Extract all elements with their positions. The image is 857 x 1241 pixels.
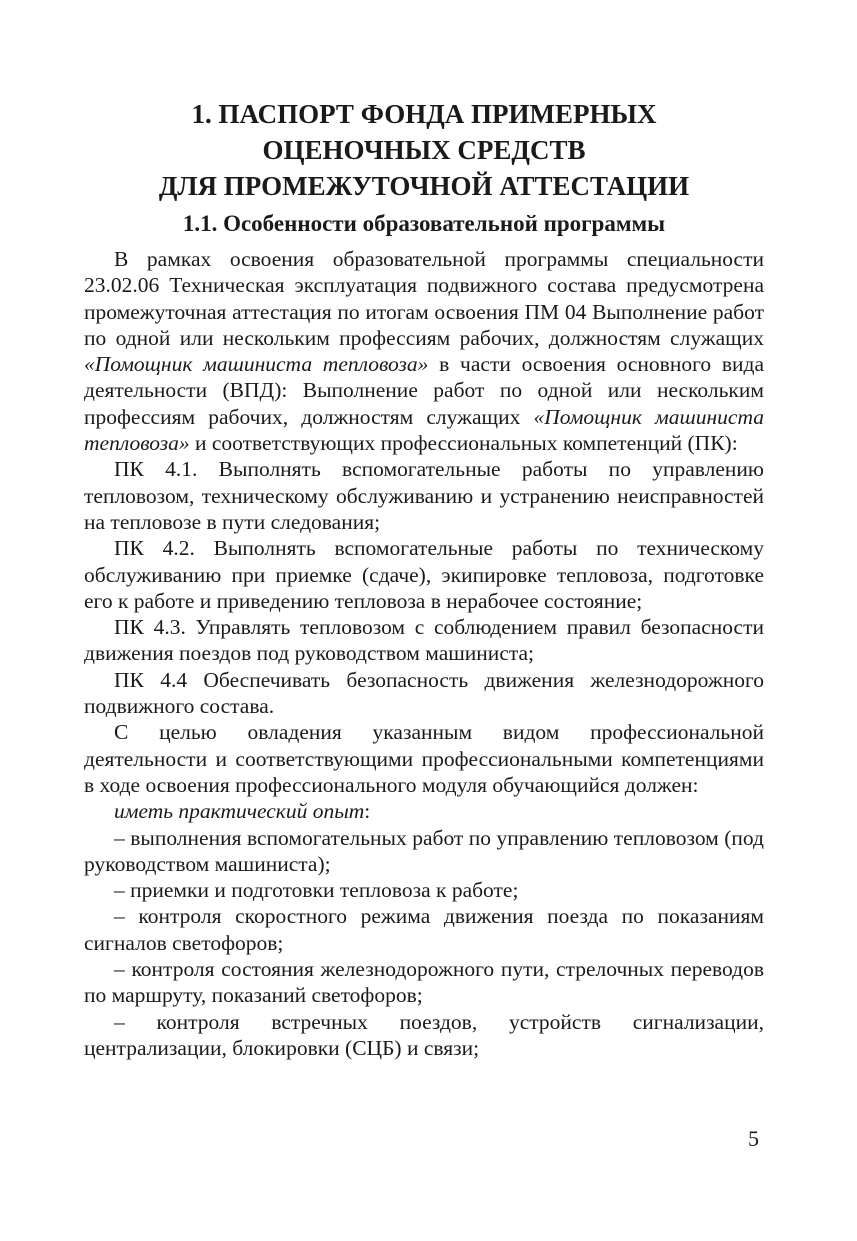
page-number: 5 xyxy=(748,1126,759,1151)
experience-item: – приемки и подготовки тепловоза к работе; xyxy=(114,878,519,903)
intro-text: в части освоения основного вида деятельности (ВПД): Выполнение работ по одной или нескольким профессиям рабочих, должностям служащих xyxy=(84,352,764,429)
competency-item: ПК 4.2. Выполнять вспомогательные работы по техническому обслуживанию при приемке (сдаче), экипировке тепловоза, подготовке его к работе и приведению тепловоза в нерабочее состояние; xyxy=(84,536,764,613)
document-page xyxy=(84,96,764,1061)
intro-text: и соответствующих профессиональных компетенций (ПК): xyxy=(189,431,738,456)
experience-colon: : xyxy=(364,799,371,824)
profession-name: «Помощник машиниста тепловоза» xyxy=(84,352,429,377)
competency-item: ПК 4.1. Выполнять вспомогательные работы по управлению тепловозом, техническому обслуживанию и устранению неисправностей на тепловозе в пути следования; xyxy=(84,457,764,534)
document-title xyxy=(84,96,764,204)
goal-paragraph: С целью овладения указанным видом профессиональной деятельности и соответствующими профессиональными компетенциями в ходе освоения профессионального модуля обучающийся должен: xyxy=(84,720,764,797)
document-body xyxy=(84,246,764,1061)
experience-item: – выполнения вспомогательных работ по управлению тепловозом (под руководством машиниста); xyxy=(84,825,764,876)
intro-paragraph xyxy=(84,246,764,456)
experience-label: иметь практический опыт xyxy=(114,799,365,824)
experience-item: – контроля состояния железнодорожного пути, стрелочных переводов по маршруту, показаний светофоров; xyxy=(84,957,764,1008)
section-heading: 1.1. Особенности образовательной программы xyxy=(182,211,666,236)
title-line: 1. ПАСПОРТ ФОНДА ПРИМЕРНЫХ xyxy=(191,99,657,129)
competency-item: ПК 4.3. Управлять тепловозом с соблюдением правил безопасности движения поездов под руководством машиниста; xyxy=(84,615,764,666)
competency-item: ПК 4.4 Обеспечивать безопасность движения железнодорожного подвижного состава. xyxy=(84,667,764,719)
experience-item: – контроля скоростного режима движения поезда по показаниям сигналов светофоров; xyxy=(84,904,764,955)
intro-text: В рамках освоения образовательной программы специальности 23.02.06 Техническая эксплуатация подвижного состава предусмотрена промежуточная аттестация по итогам освоения ПМ 04 Выполнение работ по одной или нескольким профессиям рабочих, должностям служащих xyxy=(84,247,764,350)
experience-item: – контроля встречных поездов, устройств сигнализации, централизации, блокировки (СЦБ) и связи; xyxy=(84,1009,764,1060)
title-line: ДЛЯ ПРОМЕЖУТОЧНОЙ АТТЕСТАЦИИ xyxy=(158,171,690,201)
experience-heading xyxy=(84,798,764,824)
title-line: ОЦЕНОЧНЫХ СРЕДСТВ xyxy=(262,135,586,165)
profession-name: «Помощник машиниста тепловоза» xyxy=(84,404,764,456)
